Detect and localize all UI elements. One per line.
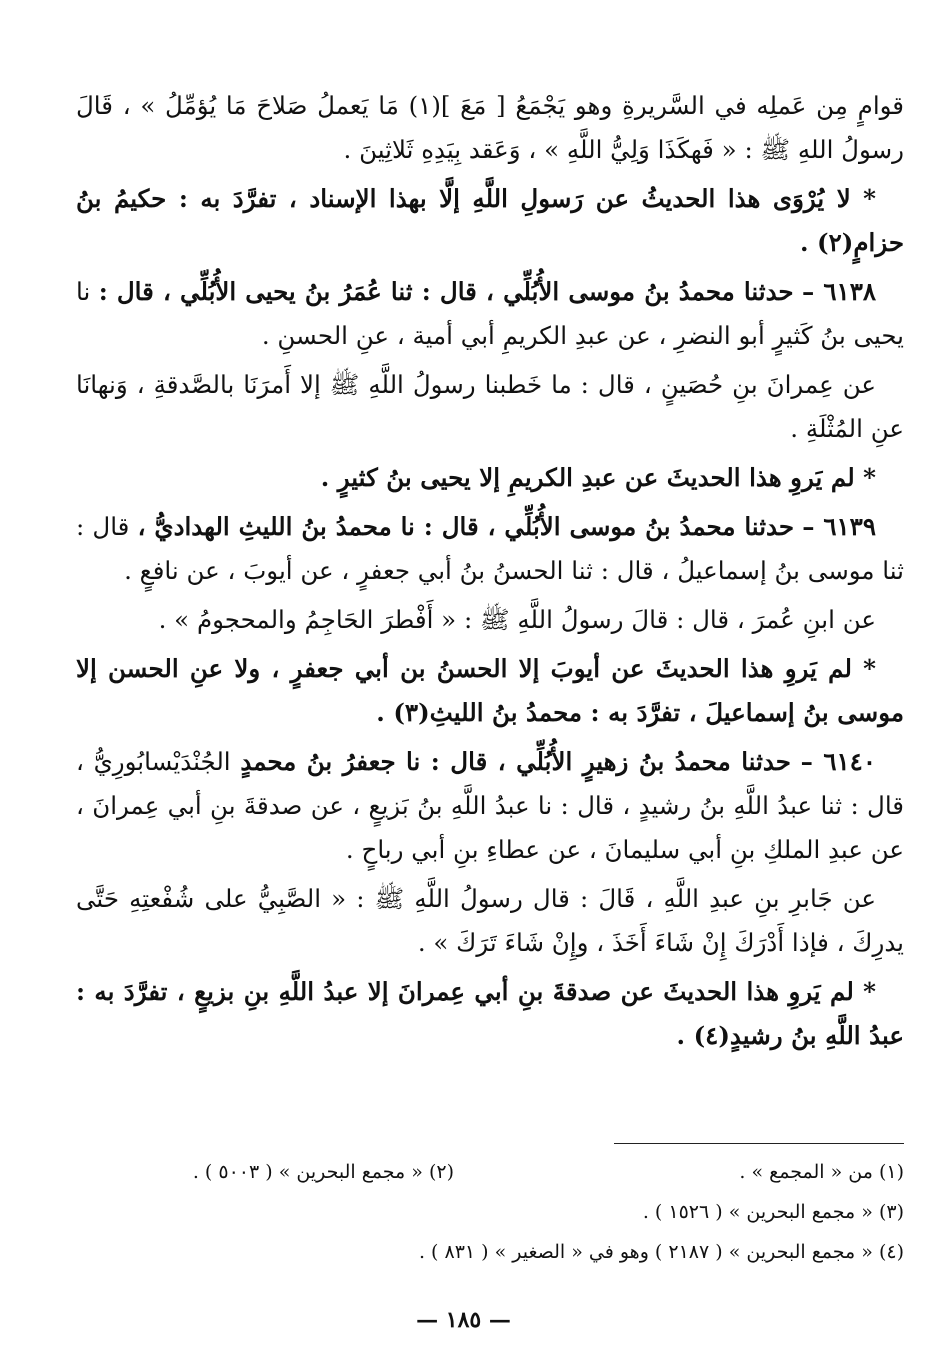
page-number: — ١٨٥ — [416,1307,511,1333]
hadith-isnad [76,270,904,358]
hadith-isnad [76,505,904,593]
footnote-3: (٣) « مجمع البحرين » ( ١٥٢٦ ) . [642,1201,904,1223]
matn-line: يدرِكَ ، فإذا أَدْرَكَ إِنْ شَاءَ أَخَذَ ، وإِنْ شَاءَ تَرَكَ » . [417,928,904,957]
hadith-number: ٦١٣٩ – [802,512,876,541]
footnote-divider [614,1143,904,1144]
text-paragraph [76,84,904,172]
isnad-line: نا يحيى بنُ كَثيرٍ أبو النضرِ ، عن عبدِ الكريمِ أبي أمية ، عنِ الحسنِ . [76,277,904,350]
text-line: رسولُ اللهِ ﷺ : « فَهكَذَا وَلِيُّ اللَّهِ » ، وَعَقد بِيَدِهِ ثَلاثِينَ . [343,135,904,164]
hadith-number: ٦١٤٠ – [800,747,876,776]
commentary-note [76,970,904,1058]
isnad-line: الجُنْدَيْسابُورِيُّ ، قال : ثنا عبدُ اللَّهِ بنُ رشيدٍ ، قال : نا عبدُ اللَّهِ بنُ بَزيعٍ ، عن [76,747,905,820]
text-line: قوامٍ مِن عَملِه في السَّريرةِ وهو يَجْمَعُ [ مَعَ ](١) مَا يَعملُ صَلاحَ مَا يُؤمِّلُ » ، قَالَ [76,91,904,120]
matn-line: عن جَابرِ بنِ عبدِ اللَّهِ ، قَالَ : قال رسولُ اللَّهِ ﷺ : « الصَّبِيُّ على شُفْعتِهِ حَتَّى [76,884,876,913]
isnad-line: صدقةَ بنِ أبي عِمرانَ ، عن عبدِ الملكِ بنِ أبي سليمانَ ، عن عطاءِ بنِ أبي رباحٍ . [76,791,904,864]
note-line: * لم يَروِ هذا الحديثَ عن صدقةَ بنِ أبي عِمرانَ إلا عبدُ اللَّهِ بنِ بزيعٍ ، تفرَّدَ به : [76,977,876,1006]
matn-line: عن ابنِ عُمرَ ، قال : قالَ رسولُ اللَّهِ ﷺ : « أَفْطرَ الحَاجِمُ والمحجومُ » . [158,605,876,634]
isnad-line: حدثنا محمدُ بنُ موسى الأُبُلِّي ، قال : نا محمدُ بنُ الليثِ الهداديُّ ، [137,512,795,541]
note-line: حزامٍ(٢) . [799,228,904,257]
isnad-line: قال : ثنا موسى بنُ إسماعيلُ ، قال : ثنا الحسنُ بنُ أبي جعفرٍ ، عن أيوبَ ، عن نافعٍ . [76,512,904,585]
footnote-row [76,1237,904,1267]
note-line: عبدُ اللَّهِ بنُ رشيدٍ(٤) . [676,1021,904,1050]
matn-line: وَنهانَا عنِ المُثْلَةِ . [76,370,904,443]
hadith-matn [76,363,904,451]
footnote-row [76,1157,904,1187]
note-line: * لا يُرْوَى هذا الحديثُ عن رَسولِ اللَّهِ إلَّا بهذا الإسناد ، تفرَّدَ به : حكيمُ بنُ [76,184,876,213]
footnote-4: (٤) « مجمع البحرين » ( ٢١٨٧ ) وهو في « الصغير » ( ٨٣١ ) . [418,1241,904,1263]
hadith-number: ٦١٣٨ – [801,277,877,306]
page-body [76,84,904,1063]
hadith-matn [76,877,904,965]
matn-line: عن عِمرانَ بنِ حُصَينٍ ، قال : ما خَطبنا رسولُ اللَّهِ ﷺ إلا أَمرَنَا بالصَّدقةِ ، [136,370,876,399]
note-line: موسى بنُ إسماعيلَ ، تفرَّدَ به : محمدُ بنُ الليثِ(٣) . [376,698,904,727]
footnote-2: (٢) « مجمع البحرين » ( ٥٠٠٣ ) . [192,1161,454,1183]
hadith-isnad [76,740,904,872]
footnote-row [76,1197,904,1227]
hadith-matn [76,598,904,642]
note-line: * لم يَروِ هذا الحديثَ عن أيوبَ إلا الحسنُ بن أبي جعفرٍ ، ولا عنِ الحسن إلا [76,654,876,683]
commentary-note [76,456,904,500]
isnad-line: حدثنا محمدُ بنُ موسى الأُبُلِّي ، قال : ثنا عُمَرُ بنُ يحيى الأُبُلِّي ، قال : [98,277,794,306]
commentary-note [76,647,904,735]
footnote-1: (١) من « المجمع » . [739,1161,904,1183]
commentary-note [76,177,904,265]
note-line: * لم يَروِ هذا الحديثَ عن عبدِ الكريمِ إلا يحيى بنُ كثيرٍ . [320,463,876,492]
isnad-line: حدثنا محمدُ بنُ زهيرٍ الأُبُلِّي ، قال : نا جعفرُ بنُ محمدٍ [240,747,791,776]
